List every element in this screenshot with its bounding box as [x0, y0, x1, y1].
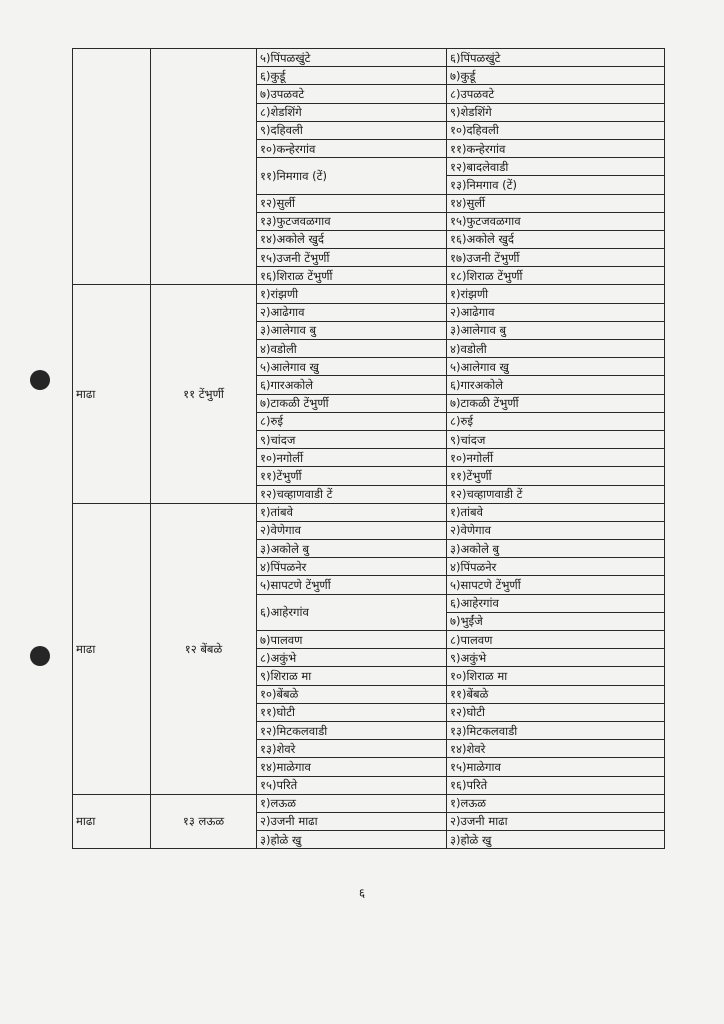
new-village-cell: १)रांझणी — [447, 285, 665, 303]
old-village-cell: ११)टेंभुर्णी — [257, 467, 447, 485]
new-village-cell: ९)शेडशिंगे — [447, 103, 665, 121]
new-village-cell: ३)अकोले बु — [447, 540, 665, 558]
old-village-cell: ४)पिंपळनेर — [257, 558, 447, 576]
new-village-cell: १०)शिराळ मा — [447, 667, 665, 685]
new-village-cell: १३)निमगाव (टें) — [447, 176, 665, 194]
new-village-cell: १६)परिते — [447, 776, 665, 794]
old-village-cell: ८)शेडशिंगे — [257, 103, 447, 121]
punch-hole-top — [30, 370, 50, 390]
old-village-cell: ३)अकोले बु — [257, 540, 447, 558]
new-village-cell: १४)शेवरे — [447, 740, 665, 758]
new-village-cell: ५)आलेगाव खु — [447, 358, 665, 376]
table-row — [73, 794, 665, 812]
old-village-cell: ९)चांदज — [257, 430, 447, 448]
old-village-cell: १४)माळेगाव — [257, 758, 447, 776]
taluka-cell — [73, 49, 151, 285]
new-village-cell: १६)अकोले खुर्द — [447, 230, 665, 248]
new-village-cell: ३)होळे खु — [447, 831, 665, 849]
old-village-cell: ९)दहिवली — [257, 121, 447, 139]
new-village-cell: १२)घोटी — [447, 703, 665, 721]
new-village-cell: ६)गारअकोले — [447, 376, 665, 394]
page-number: ६ — [358, 886, 366, 900]
new-village-cell: १)लऊळ — [447, 794, 665, 812]
new-village-cell: १०)नगोर्ली — [447, 449, 665, 467]
old-village-cell: ६)गारअकोले — [257, 376, 447, 394]
new-village-cell: १५)माळेगाव — [447, 758, 665, 776]
new-village-cell: १७)उजनी टेंभुर्णी — [447, 249, 665, 267]
old-village-cell: ८)अकुंभे — [257, 649, 447, 667]
circle-cell: १२ बेंबळे — [151, 503, 257, 794]
new-village-cell: २)उजनी माढा — [447, 812, 665, 830]
old-village-cell: १३)फुटजवळगाव — [257, 212, 447, 230]
old-village-cell: १२)चव्हाणवाडी टें — [257, 485, 447, 503]
new-village-cell: ६)पिंपळखुंटे — [447, 49, 665, 67]
new-village-cell: १५)फुटजवळगाव — [447, 212, 665, 230]
new-village-cell: ५)सापटणे टेंभुर्णी — [447, 576, 665, 594]
old-village-cell: १०)बेंबळे — [257, 685, 447, 703]
table-row — [73, 49, 665, 67]
old-village-cell: ३)होळे खु — [257, 831, 447, 849]
old-village-cell: ७)पालवण — [257, 631, 447, 649]
new-village-cell: १२)बादलेवाडी — [447, 158, 665, 176]
table-row — [73, 503, 665, 521]
old-village-cell: ७)टाकळी टेंभुर्णी — [257, 394, 447, 412]
new-village-cell: ३)आलेगाव बु — [447, 321, 665, 339]
old-village-cell: १)तांबवे — [257, 503, 447, 521]
old-village-cell: ११)निमगाव (टें) — [257, 158, 447, 194]
old-village-cell: १२)मिटकलवाडी — [257, 721, 447, 739]
old-village-cell: ५)आलेगाव खु — [257, 358, 447, 376]
new-village-cell: १४)सुर्ली — [447, 194, 665, 212]
new-village-cell: १३)मिटकलवाडी — [447, 721, 665, 739]
old-village-cell: १४)अकोले खुर्द — [257, 230, 447, 248]
old-village-cell: ११)घोटी — [257, 703, 447, 721]
new-village-cell: ४)पिंपळनेर — [447, 558, 665, 576]
new-village-cell: ९)चांदज — [447, 430, 665, 448]
circle-cell: १३ लऊळ — [151, 794, 257, 849]
new-village-cell: ११)बेंबळे — [447, 685, 665, 703]
old-village-cell: १)लऊळ — [257, 794, 447, 812]
new-village-cell: ८)उपळवटे — [447, 85, 665, 103]
punch-hole-bottom — [30, 646, 50, 666]
old-village-cell: २)वेणेगाव — [257, 521, 447, 539]
old-village-cell: १०)नगोर्ली — [257, 449, 447, 467]
new-village-cell: ८)रुई — [447, 412, 665, 430]
new-village-cell: १०)दहिवली — [447, 121, 665, 139]
circle-cell: ११ टेंभुर्णी — [151, 285, 257, 503]
circle-cell — [151, 49, 257, 285]
new-village-cell: १)तांबवे — [447, 503, 665, 521]
taluka-cell: माढा — [73, 285, 151, 503]
old-village-cell: ६)आहेरगांव — [257, 594, 447, 630]
old-village-cell: ७)उपळवटे — [257, 85, 447, 103]
old-village-cell: १३)शेवरे — [257, 740, 447, 758]
new-village-cell: ४)वडोली — [447, 340, 665, 358]
old-village-cell: २)आढेगाव — [257, 303, 447, 321]
old-village-cell: २)उजनी माढा — [257, 812, 447, 830]
new-village-cell: ९)अकुंभे — [447, 649, 665, 667]
old-village-cell: १)रांझणी — [257, 285, 447, 303]
new-village-cell: २)वेणेगाव — [447, 521, 665, 539]
taluka-cell: माढा — [73, 503, 151, 794]
table-row — [73, 285, 665, 303]
old-village-cell: ५)सापटणे टेंभुर्णी — [257, 576, 447, 594]
taluka-cell: माढा — [73, 794, 151, 849]
old-village-cell: ३)आलेगाव बु — [257, 321, 447, 339]
old-village-cell: ८)रुई — [257, 412, 447, 430]
new-village-cell: ६)आहेरगांव — [447, 594, 665, 612]
old-village-cell: १५)उजनी टेंभुर्णी — [257, 249, 447, 267]
old-village-cell: १५)परिते — [257, 776, 447, 794]
old-village-cell: १६)शिराळ टेंभुर्णी — [257, 267, 447, 285]
old-village-cell: ५)पिंपळखुंटे — [257, 49, 447, 67]
new-village-cell: ७)कुर्डू — [447, 67, 665, 85]
new-village-cell: २)आढेगाव — [447, 303, 665, 321]
new-village-cell: ७)टाकळी टेंभुर्णी — [447, 394, 665, 412]
new-village-cell: १२)चव्हाणवाडी टें — [447, 485, 665, 503]
village-table — [72, 48, 665, 849]
old-village-cell: ६)कुर्डू — [257, 67, 447, 85]
old-village-cell: ९)शिराळ मा — [257, 667, 447, 685]
new-village-cell: १८)शिराळ टेंभुर्णी — [447, 267, 665, 285]
old-village-cell: १२)सुर्ली — [257, 194, 447, 212]
new-village-cell: ७)भुईंजे — [447, 612, 665, 630]
new-village-cell: ८)पालवण — [447, 631, 665, 649]
old-village-cell: ४)वडोली — [257, 340, 447, 358]
new-village-cell: ११)कन्हेरगांव — [447, 139, 665, 157]
new-village-cell: ११)टेंभुर्णी — [447, 467, 665, 485]
old-village-cell: १०)कन्हेरगांव — [257, 139, 447, 157]
